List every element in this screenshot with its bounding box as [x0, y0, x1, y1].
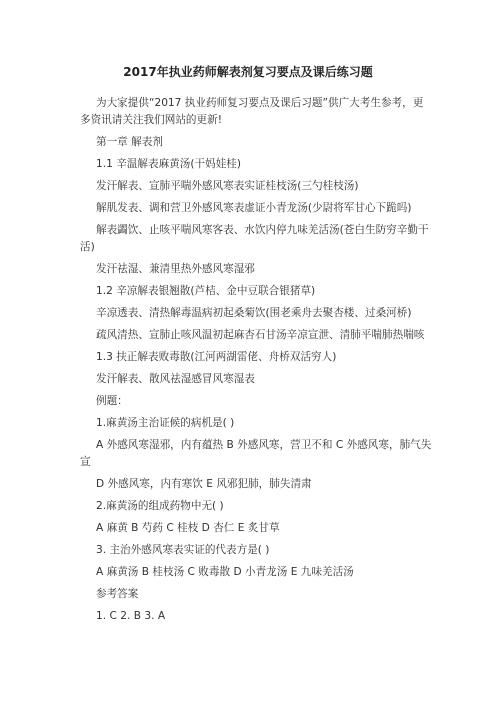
- paragraph: 解肌发表、调和营卫外感风寒表虚证小青龙汤(少尉将军甘心下跪吗): [96, 202, 412, 214]
- paragraph: 疏风清热、宣肺止咳风温初起麻杏石甘汤辛凉宣泄、清肺平喘肺热喘咳: [96, 329, 425, 341]
- answers-heading: 参考答案: [96, 588, 139, 600]
- question-2-options: A 麻黄 B 芍药 C 桂枝 D 杏仁 E 炙甘草: [96, 522, 280, 534]
- document-title: 2017年执业药师解表剂复习要点及课后练习题: [123, 65, 373, 79]
- paragraph-intro: 为大家提供“2017 执业药师复习要点及课后习题”供广大考生参考，更多资讯请关注我们网站的更新!: [80, 97, 424, 126]
- question-1-options: A 外感风寒湿邪，内有蕴热 B 外感风寒，营卫不和 C 外感风寒，肺气失宣: [80, 439, 432, 468]
- paragraph-section-1-3: 1.3 扶正解表败毒散(江河两湖雷佬、舟桥双活穷人): [96, 351, 337, 363]
- question-3: 3. 主治外感风寒表实证的代表方是( ): [96, 544, 270, 556]
- question-1: 1.麻黄汤主治证候的病机是( ): [96, 417, 235, 429]
- question-1-options-cont: D 外感风寒，内有寒饮 E 风邪犯肺，肺失清肃: [96, 478, 312, 490]
- paragraph: 发汗解表、宣肺平喘外感风寒表实证桂枝汤(三勺桂枝汤): [96, 180, 359, 192]
- paragraph: 解表蠲饮、止咳平喘风寒客表、水饮内停九味羌活汤(苍白生防穷辛勤干活): [80, 224, 429, 253]
- paragraph: 辛凉透表、清热解毒温病初起桑菊饮(围老乘舟去聚杏楼、过桑河桥): [96, 307, 412, 319]
- paragraph: 发汗解表、散风祛湿感冒风寒湿表: [96, 373, 255, 385]
- paragraph: 发汗祛湿、兼清里热外感风寒湿邪: [96, 263, 255, 275]
- paragraph-chapter-heading: 第一章 解表剂: [96, 136, 163, 148]
- answers: 1. C 2. B 3. A: [96, 610, 166, 622]
- paragraph-section-1-1: 1.1 辛温解表麻黄汤(干妈娃桂): [96, 158, 242, 170]
- paragraph-section-1-2: 1.2 辛凉解表银翘散(芦桔、金中豆联合银猪草): [96, 285, 316, 297]
- question-2: 2.麻黄汤的组成药物中无( ): [96, 500, 224, 512]
- document-body: [80, 95, 433, 630]
- question-3-options: A 麻黄汤 B 桂枝汤 C 败毒散 D 小青龙汤 E 九味羌活汤: [96, 566, 354, 578]
- paragraph-examples-heading: 例题：: [96, 395, 128, 407]
